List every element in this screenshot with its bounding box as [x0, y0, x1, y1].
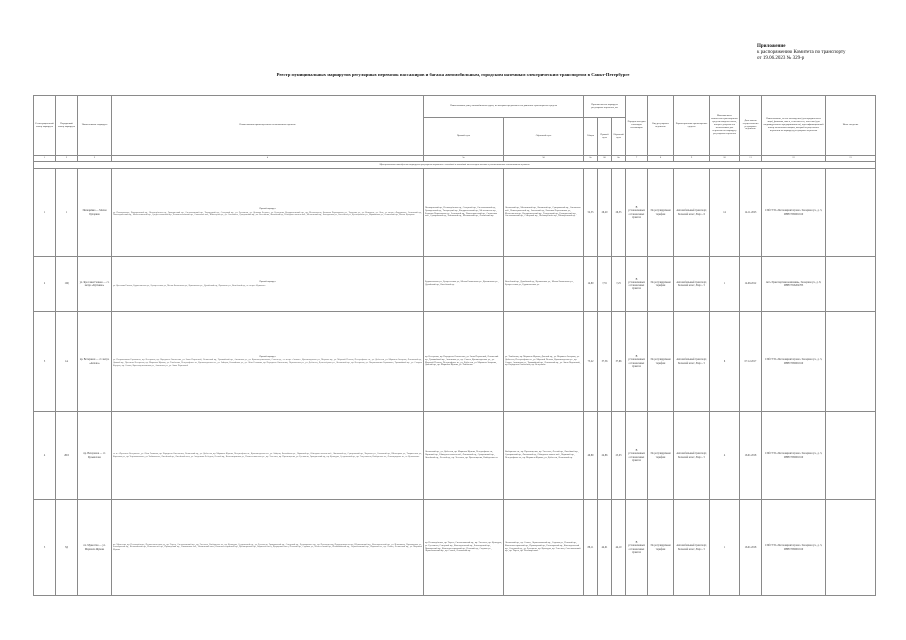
cell-start-date	[740, 312, 762, 412]
table-row	[34, 169, 876, 257]
header-length-group: Протяженность маршрута регулярных перевозок, км	[584, 96, 626, 118]
cell-vehicle-count-text: 6	[723, 359, 726, 363]
cell-total-length	[584, 412, 598, 500]
cell-carrier-text: СПб ГУП «Пассажиравтотранс» Заозерная ул., д. 3, ИНН 7830001910	[764, 452, 823, 459]
cell-backward-length	[612, 169, 626, 257]
cell-backward-streets-text: Ленинский пр., Московский пр., Лиговский пр., Суворовский пр., Синопская наб., Новочеркасский пр., Заневский пр., Большая Пороховская ул., Металлистов пр., Кондратьевский пр., Тихорецкий пр., Гражданский пр., Светлановский пр., Северный пр., Непокорённых пр., Пискаревский пр.	[505, 206, 581, 218]
cell-route-no	[56, 412, 78, 500]
cell-tariff-text: Автомобильный транспорт, Большой класс, Евро - 5	[676, 452, 707, 459]
cell-reg-no	[34, 257, 56, 312]
intermediate-stops-text: ст. м. «Проспект Ветеранов», ул. Лёни Голикова, пр. Народного Ополчения, Ленинский пр., ул. Доблести, пр. Маршала Жукова, Петергофское ш., Кронштадтская пл., ул. Зайцева, Балтийская ул., Нарвский пр., Обводного канала наб., Лиговский пр., Суворовский пр., Тверская ул., Смольный пр., Шпалерная ул., Таврическая ул., Кирочная ул., пр. Чернышевского, ул. Чайковского, Литейный пр., Литейный мост, ул. Академика Лебедева, Лесной пр., Кантемировская ул., Политехническая ул., пр. Энгельса, пр. Просвещения, ул. Руставели, Гражданский пр., пр. Культуры, Суздальский пр., пр. Энтузиастов, Выборгское ш., Ленинградское ш., ст. Кузьмолово	[113, 452, 422, 458]
cell-reg-no	[34, 500, 56, 596]
header-intermediate-stops: Наименования промежуточных остановочных пунктов	[112, 96, 424, 156]
cell-backward-length-text: 26,35	[615, 210, 622, 214]
cell-tariff-text: Автомобильный транспорт, Большой класс, Евро - 6	[676, 209, 707, 216]
column-number: 4	[112, 156, 424, 162]
column-number: 1	[34, 156, 56, 162]
cell-route-name	[78, 312, 112, 412]
column-number: 5б	[504, 156, 584, 162]
cell-carrier	[762, 412, 826, 500]
cell-intermediate-stops	[112, 169, 424, 257]
cell-regime	[648, 500, 674, 596]
cell-route-name	[78, 169, 112, 257]
cell-route-name	[78, 257, 112, 312]
cell-tariff-text: Автомобильный транспорт, Большой класс, Евро - 5	[676, 544, 707, 551]
cell-regime	[648, 312, 674, 412]
cell-tariff	[674, 169, 710, 257]
cell-start-date-text: 14.11.2023	[744, 210, 757, 214]
cell-reg-no-text: 4	[43, 453, 46, 457]
cell-regime-text: По регулируемым тарифам	[650, 544, 671, 551]
appendix-order-line: к распоряжению Комитета по транспорту	[757, 50, 846, 56]
header-streets-group: Наименования улиц, автомобильных дорог, по которым предполагается движение транспортных средств	[424, 96, 584, 118]
cell-boarding	[626, 412, 648, 500]
cell-backward-length-text: 25,03	[615, 453, 622, 457]
cell-backward-streets	[504, 257, 584, 312]
cell-forward-streets	[424, 257, 504, 312]
column-number: 7	[626, 156, 648, 162]
route-registry-table	[33, 95, 876, 596]
cell-forward-streets	[424, 412, 504, 500]
cell-backward-length-text: 44,10	[615, 545, 622, 549]
table-row	[34, 412, 876, 500]
cell-backward-length-text: 7,25	[616, 282, 621, 286]
header-carrier: Наименование, место нахождения (для юридического лица), фамилия, имя и, если имеется, отчество (для индивидуального предпринимателя), идентификационный номер налогоплательщика, который осуществляет перевозки по маршруту регулярных перевозок	[762, 96, 826, 156]
cell-notes	[826, 169, 876, 257]
cell-backward-length	[612, 257, 626, 312]
cell-total-length-text: 49,89	[587, 453, 594, 457]
cell-backward-streets	[504, 412, 584, 500]
cell-boarding-text: В установленных остановочных пунктах	[628, 355, 645, 368]
cell-backward-length	[612, 412, 626, 500]
cell-forward-length-text: 7,55	[602, 282, 607, 286]
cell-start-date-text: 14.06.2012	[744, 282, 757, 286]
cell-vehicle-count-text: 1	[723, 282, 726, 286]
cell-vehicle-count-text: 14	[723, 210, 726, 214]
cell-notes	[826, 500, 876, 596]
cell-total-length-text: 88,11	[587, 545, 594, 549]
cell-total-length	[584, 312, 598, 412]
cell-forward-length	[598, 257, 612, 312]
cell-route-no-text: 3Д	[64, 545, 69, 549]
cell-start-date-text: 16.01.2018	[744, 545, 757, 549]
cell-total-length	[584, 257, 598, 312]
cell-route-name	[78, 500, 112, 596]
cell-route-name-text: ул. Ярослава Гашека — ст. метро «Купчино»	[79, 280, 110, 287]
cell-vehicle-count-text: 1	[723, 545, 726, 549]
cell-start-date-text: 07.12.2017	[744, 359, 757, 363]
cell-forward-length-text: 24,86	[601, 453, 608, 457]
segment-title: Прямой маршрут	[259, 208, 276, 211]
cell-carrier-text: СПб ГУП «Пассажиравтотранс» Заозерная ул., д. 3, ИНН 7830001910	[764, 358, 823, 365]
column-number: 3	[78, 156, 112, 162]
segment-title: Прямой маршрут	[259, 355, 276, 358]
cell-start-date	[740, 412, 762, 500]
cell-carrier-text: СПб ГУП «Пассажиравтотранс» Заозерная ул., д. 3, ИНН 7830001910	[764, 209, 823, 216]
header-total-length: Общая	[584, 118, 598, 156]
cell-backward-streets	[504, 169, 584, 257]
cell-start-date-text: 16.01.2018	[744, 453, 757, 457]
cell-vehicle-count	[710, 412, 740, 500]
segment-title: Прямой маршрут	[259, 280, 276, 283]
column-number: 6б	[598, 156, 612, 162]
cell-forward-streets	[424, 312, 504, 412]
cell-boarding	[626, 312, 648, 412]
cell-forward-length-text: 37,56	[601, 359, 608, 363]
column-number: 9	[674, 156, 710, 162]
cell-notes	[826, 257, 876, 312]
header-regime: Вид регулярных перевозок	[648, 96, 674, 156]
cell-backward-streets-text: Ленинский пр., пр. Стачек, Лермонтовский пр., Садовая ул., Невский пр., Каменноостровский пр., Приморский пр., Богатырский пр., Комендантский пр., Северный пр., ул. Руставели, пр. Культуры, пр. Энгельса, Светлановский пр., пр. Тореза, пр. Непокорённых	[505, 541, 581, 553]
cell-total-length	[584, 169, 598, 257]
cell-tariff-text: Автомобильный транспорт, Большой класс, Евро - 5	[676, 358, 707, 365]
cell-forward-length	[598, 312, 612, 412]
header-route-name: Наименование маршрута	[78, 96, 112, 156]
cell-intermediate-stops	[112, 412, 424, 500]
document-title: Реестр муниципальных маршрутов регулярных перевозок пассажиров и багажа автомобильным, городским наземным электрическим транспортом в Санкт-Петербурге	[276, 72, 630, 77]
cell-forward-length	[598, 169, 612, 257]
cell-start-date	[740, 257, 762, 312]
cell-backward-length	[612, 312, 626, 412]
cell-regime	[648, 257, 674, 312]
table-row	[34, 500, 876, 596]
cell-reg-no-text: 2	[43, 282, 46, 286]
cell-regime	[648, 412, 674, 500]
cell-route-name-text: Пискарёвка — Малая Бухарина	[82, 209, 107, 216]
cell-vehicle-count	[710, 169, 740, 257]
header-boarding: Порядок посадки и высадки пассажиров	[626, 96, 648, 156]
cell-boarding	[626, 169, 648, 257]
cell-vehicle-count	[710, 257, 740, 312]
cell-reg-no	[34, 412, 56, 500]
cell-start-date	[740, 169, 762, 257]
cell-vehicle-count	[710, 500, 740, 596]
cell-boarding-text: В установленных остановочных пунктах	[628, 541, 645, 554]
intermediate-stops-text: ул. Пограничника Гарькавого, пр. Ветеранов, пр. Народного Ополчения, ул. Зины Портновой, Ленинский пр., Трамвайный пр., Автовская ул., ул. Краснопутиловская, Стачек пр., ст. метро «Автово», Кронштадтская ул., Морская пр., ул. Морской Пехоты, Петергофское ш., ул. Доблести, ул. Маршала Захарова, Ленинский пр., Дачный пр., Проспект Ветеранов, пр. Маршала Жукова, ул. Тамбасова, Петергофское ш., Кронштадтская пл., ул. Зайцева, Балтийская ул., ул. Лёни Голикова, пр. Народного Ополчения, Перекопская ул., ул. Доблести, Долгоозёрная ул., Ленинский пр., пр. Ветеранов, ул. Пограничника Гарькавого, Трамвайный пр., ул. Солдата Корзуна, пр. Стачек, Краснопутиловская ул., Автовская ул., ул. Зины Портновой	[113, 359, 422, 367]
cell-intermediate-stops	[112, 312, 424, 412]
cell-tariff	[674, 312, 710, 412]
cell-forward-streets-text: пр. Непокорённых, пр. Тореза, Светлановский пр., пр. Энгельса, пр. Культуры, ул. Руставели, Северный пр., Комендантский пр., Богатырский пр., Приморский пр., Каменноостровский пр., Невский пр., Садовая ул., Лермонтовский пр., пр. Стачек, Ленинский пр.	[425, 541, 502, 553]
cell-boarding-text: В установленных остановочных пунктах	[628, 277, 645, 291]
cell-boarding-text: В установленных остановочных пунктах	[628, 449, 645, 462]
column-number: 11	[740, 156, 762, 162]
cell-backward-streets-text: ул. Тамбасова, пр. Маршала Жукова, Дачный пр., ул. Маршала Захарова, ул. Доблести, Петергофское ш., ул. Морской Пехоты, Кронштадтская ул., пр. Стачек, Автовская ул., Трамвайный пр., Ленинский пр., ул. Зины Портновой, пр. Народного Ополчения, пр. Ветеранов	[505, 355, 581, 367]
cell-backward-streets-text: Витебский пр., Дунайский пр., Купчинская ул., Малая Балканская ул., Бухарестская ул., Будапештская ул.	[505, 281, 574, 286]
cell-boarding-text: В установленных остановочных пунктах	[628, 206, 645, 219]
cell-total-length-text: 14,80	[587, 282, 594, 286]
cell-carrier	[762, 169, 826, 257]
cell-total-length-text: 52,55	[587, 210, 594, 214]
appendix-title: Приложение	[757, 44, 786, 49]
cell-reg-no-text: 3	[43, 359, 46, 363]
header-vehicle-class: Максимальное количество транспортных средств каждого класса, которое допускается использовать для перевозок по маршруту регулярных перевозок	[710, 96, 740, 156]
appendix-block	[757, 44, 897, 63]
cell-reg-no-text: 1	[43, 210, 46, 214]
cell-tariff	[674, 257, 710, 312]
cell-vehicle-count-text: 4	[723, 453, 726, 457]
table-row	[34, 312, 876, 412]
cell-route-no	[56, 500, 78, 596]
cell-boarding	[626, 257, 648, 312]
cell-forward-length	[598, 500, 612, 596]
column-number: 2	[56, 156, 78, 162]
cell-reg-no-text: 5	[43, 545, 46, 549]
cell-forward-streets	[424, 169, 504, 257]
cell-regime-text: По регулируемым тарифам	[650, 452, 671, 459]
header-reg-no: Регистрационный номер маршрута	[34, 96, 56, 156]
intermediate-stops-text: ул. Пискаревская, Пискаревский пр., Непокорённых пр., Гражданский пр., Светлановский пр., Тихорецкий пр., Северный пр., ул. Руставели, ул. Демьяна Бедного, ул. Бутлерова, Кондратьевский пр., пр. Металлистов, Большая Пороховская ул., Тарасова ул., ул. Коммуны, ул. Лазо, ст. метро «Ладожская», Заневский пр., Новочеркасский пр., Малоохтинский пр., Среднеохтинский пр., Большеохтинский пр., Синопская наб., Шпалерная ул., ул. Смольного, Суворовский пр., пл. Восстания, Лиговский пр., Обводного канала наб., Московский пр., Благодатная ул., Бассейная ул., Кузнецовская ул., Варшавская ул., Ленинский пр., Малая Бухарина	[113, 211, 422, 217]
cell-forward-length-text: 44,01	[601, 545, 608, 549]
column-number: 6а	[584, 156, 598, 162]
cell-regime-text: По регулируемым тарифам	[650, 280, 671, 287]
intermediate-stops-text: ул. Ярослава Гашека, Будапештская ул., Бухарестская ул., Малая Балканская ул., Купчинская ул., Дунайский пр., Пражская ул., Витебский пр., ст. метро «Купчино»	[113, 284, 266, 287]
cell-forward-streets-text: пр. Ветеранов, пр. Народного Ополчения, ул. Зины Портновой, Ленинский пр., Трамвайный пр., Автовская ул., пр. Стачек, Кронштадтская ул., ул. Морской Пехоты, Петергофское ш., ул. Доблести, ул. Маршала Захарова, Дачный пр., пр. Маршала Жукова, ул. Тамбасова	[425, 355, 499, 367]
cell-tariff	[674, 412, 710, 500]
cell-route-name-text: пр. Ветеранов — ст. Кузьмолово	[83, 452, 106, 459]
cell-backward-streets-text: Выборгское ш., пр. Просвещения, пр. Энгельса, Лесной пр., Литейный пр., Суворовский пр., Лиговский пр., Обводного канала наб., Нарвский пр., Петергофское ш., пр. Маршала Жукова, ул. Доблести, Ленинский пр.	[505, 451, 579, 459]
cell-notes	[826, 312, 876, 412]
section-title: Муниципальные автобусные маршруты регулярных перевозок с посадкой и высадкой пассажиров только в установленных остановочных пунктах	[34, 162, 876, 169]
cell-regime-text: По регулируемым тарифам	[650, 209, 671, 216]
cell-backward-length-text: 37,66	[615, 359, 622, 363]
cell-total-length-text: 75,22	[587, 359, 594, 363]
header-start-date: Дата начала осуществления регулярных перевозок	[740, 96, 762, 156]
cell-route-no-text: 1Щ	[64, 282, 69, 286]
header-route-no: Порядковый номер маршрута	[56, 96, 78, 156]
appendix-date-line: от 19.06.2023 № 329-р	[757, 56, 805, 62]
header-backward-length: Обратный путь	[612, 118, 626, 156]
cell-forward-streets-text: Ленинский пр., ул. Доблести, пр. Маршала Жукова, Петергофское ш., Нарвский пр., Обводного канала наб., Лиговский пр., Суворовский пр., Литейный пр., Лесной пр., пр. Энгельса, пр. Просвещения, Выборгское ш.	[425, 451, 498, 459]
cell-intermediate-stops	[112, 500, 424, 596]
cell-forward-length	[598, 412, 612, 500]
column-number: 13	[826, 156, 876, 162]
column-number: 10	[710, 156, 740, 162]
column-number: 8	[648, 156, 674, 162]
header-tariff: Характеристики транспортных средств	[674, 96, 710, 156]
cell-reg-no	[34, 312, 56, 412]
cell-carrier-text: СПб ГУП «Пассажиравтотранс» Заозерная ул., д. 3, ИНН 7830001910	[764, 544, 823, 551]
cell-regime-text: По регулируемым тарифам	[650, 358, 671, 365]
cell-carrier-text: АО «Транспортная компания», Заозерная ул., д. 8, ИНН 7816204783	[765, 280, 822, 287]
cell-forward-streets-text: Будапештская ул., Бухарестская ул., Малая Балканская ул., Купчинская ул., Дунайский пр., Витебский пр.	[425, 281, 499, 286]
cell-route-no-text: 2БЛ	[64, 453, 69, 457]
cell-start-date	[740, 500, 762, 596]
cell-carrier	[762, 312, 826, 412]
header-forward: Прямой путь	[424, 118, 504, 156]
cell-notes	[826, 412, 876, 500]
cell-backward-streets	[504, 500, 584, 596]
cell-carrier	[762, 500, 826, 596]
cell-intermediate-stops	[112, 257, 424, 312]
cell-forward-streets-text: Пискаревский пр., Непокорённых пр., Северный пр., Светлановский пр., Гражданский пр., Тихорецкий пр., Кондратьевский пр., Металлистов пр., Большая Пороховская ул., Заневский пр., Новочеркасский пр., Синопская наб., Суворовский пр., Лиговский пр., Московский пр., Ленинский пр.	[425, 206, 498, 218]
cell-route-name-text: пл. Мужества — ул. Маршала Жукова	[83, 544, 106, 551]
cell-tariff	[674, 500, 710, 596]
cell-route-no	[56, 312, 78, 412]
cell-route-name	[78, 412, 112, 500]
cell-reg-no	[34, 169, 56, 257]
cell-carrier	[762, 257, 826, 312]
header-forward-length: Прямой путь	[598, 118, 612, 156]
section-row	[34, 162, 876, 169]
cell-route-no-text: 1А	[64, 359, 69, 363]
cell-vehicle-count	[710, 312, 740, 412]
cell-regime	[648, 169, 674, 257]
cell-total-length	[584, 500, 598, 596]
cell-backward-streets	[504, 312, 584, 412]
cell-forward-streets	[424, 500, 504, 596]
header-backward: Обратный путь	[504, 118, 584, 156]
header-notes: Иные сведения	[826, 96, 876, 156]
cell-route-no-text: 1	[65, 210, 68, 214]
cell-route-name-text: пр. Ветеранов — ст. метро «Автово»	[79, 358, 110, 365]
cell-route-no	[56, 169, 78, 257]
column-number: 6в	[612, 156, 626, 162]
column-number: 5а	[424, 156, 504, 162]
intermediate-stops-text: пл. Мужества, пр. Непокорённых, Политехническая ул., пр. Тореза, Светлановский пр., пр. Энгельса, Выборгское ш., пр. Культуры, Суздальский пр., ул. Руставели, Гражданский пр., Северный пр., Луначарского пр., пр. Просвещения, Придорожная аллея, Шуваловский пр., Комендантский пр., ул. Ильюшина, Парашютная ул., Богатырский пр., Коломяжский пр., Испытателей пр., Приморский пр., Ушаковская наб., Ушаковский мост, Каменноостровский пр., Кронверкский пр., Биржевой мост, Дворцовый мост, Невский пр., Садовая ул., Вознесенский пр., Измайловский пр., Лермонтовский пр., Нарвская пл., пр. Стачек, Ленинский пр., ул. Маршала Жукова	[113, 543, 422, 551]
cell-forward-length-text: 26,20	[601, 210, 608, 214]
cell-route-no	[56, 257, 78, 312]
cell-boarding	[626, 500, 648, 596]
cell-tariff-text: Автомобильный транспорт, Большой класс, Евро - 5	[676, 280, 707, 287]
cell-backward-length	[612, 500, 626, 596]
column-number: 12	[762, 156, 826, 162]
table-row	[34, 257, 876, 312]
